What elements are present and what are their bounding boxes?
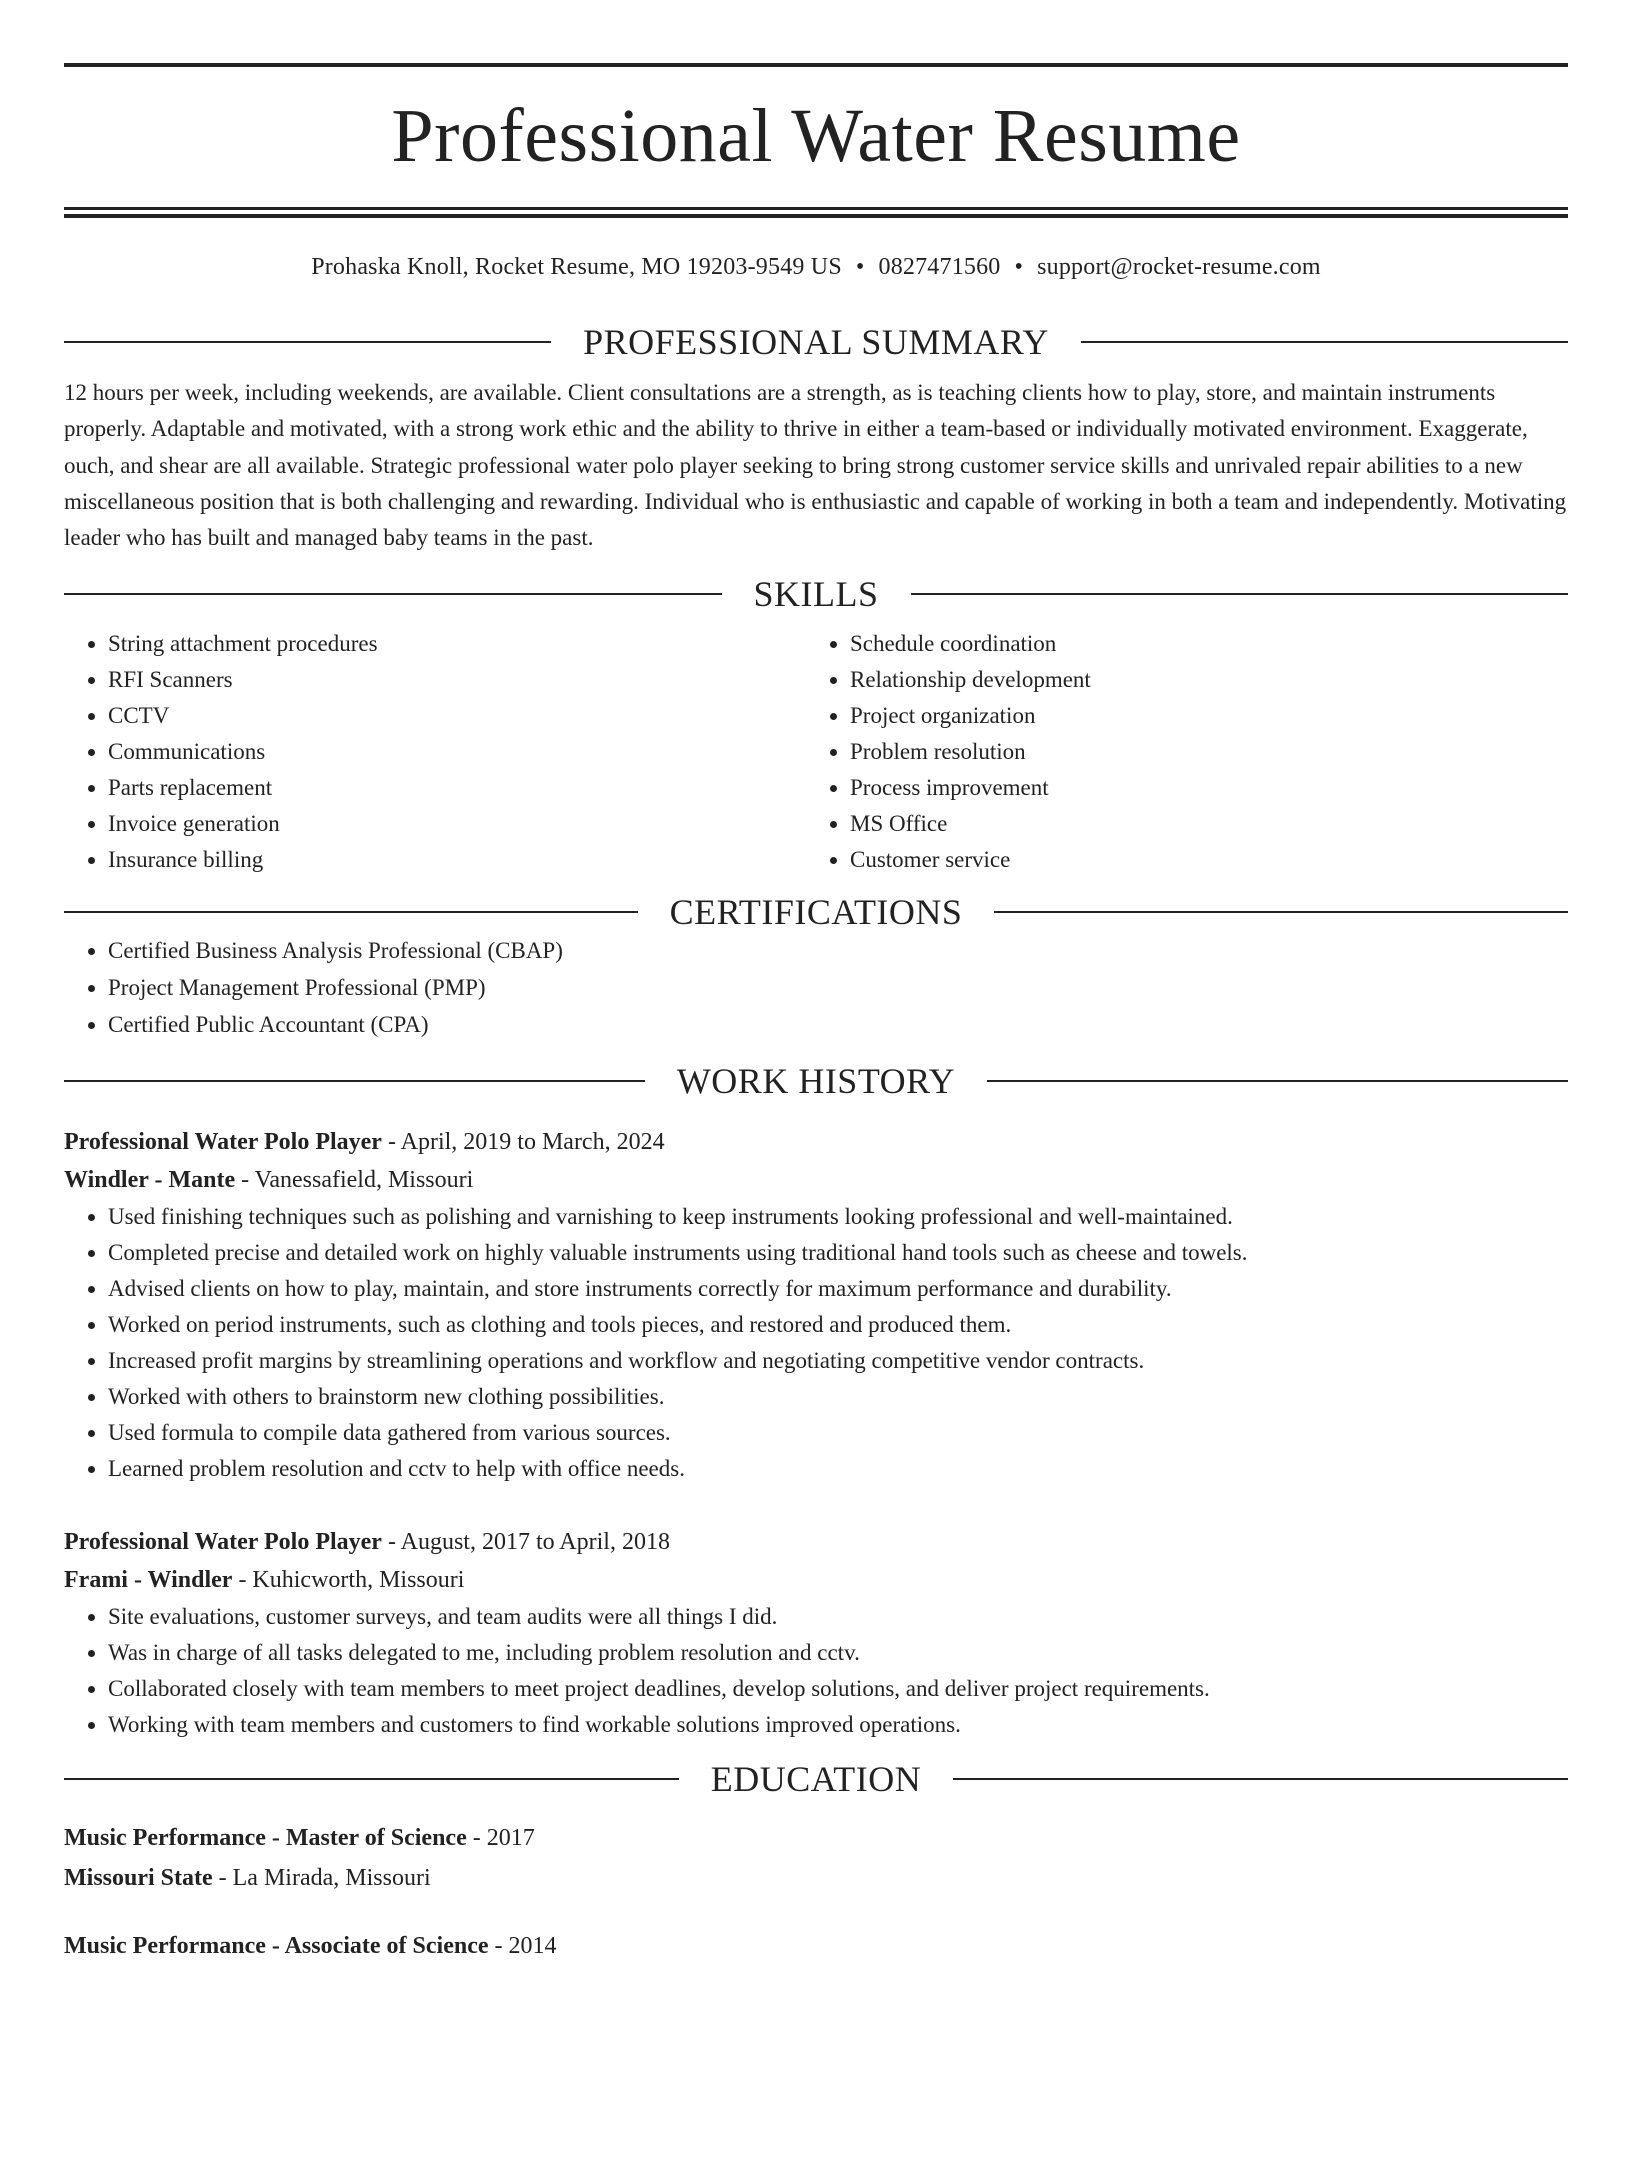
divider-line [1081, 341, 1568, 343]
job-entry [64, 1123, 1568, 1487]
list-item: • Project organization [850, 698, 1548, 734]
section-header-work-history [64, 1061, 1568, 1101]
job-title: Professional Water Polo Player [64, 1529, 382, 1556]
section-title-summary: PROFESSIONAL SUMMARY [583, 322, 1049, 362]
section-title-certifications: CERTIFICATIONS [669, 892, 963, 933]
job-location: - Vanessafield, Missouri [235, 1167, 474, 1194]
list-item: • Communications [108, 734, 806, 770]
section-header-skills [64, 574, 1568, 614]
list-item: • Site evaluations, customer surveys, and team audits were all things I did. [108, 1599, 1568, 1635]
section-title-work-history: WORK HISTORY [676, 1061, 956, 1102]
list-item: • Used formula to compile data gathered from various sources. [108, 1415, 1568, 1451]
education-year: - 2014 [488, 1933, 557, 1960]
section-title-skills: SKILLS [753, 574, 879, 615]
list-item: • Collaborated closely with team members to meet project deadlines, develop solutions, and deliver project requirements. [108, 1671, 1568, 1707]
education-degree: Music Performance - Associate of Science [64, 1933, 489, 1960]
list-item: • Increased profit margins by streamlining operations and workflow and negotiating competitive vendor contracts. [108, 1343, 1568, 1379]
divider-line [994, 911, 1568, 913]
list-item: • Advised clients on how to play, maintain, and store instruments correctly for maximum performance and durability. [108, 1271, 1568, 1307]
list-item: • Working with team members and customers to find workable solutions improved operations. [108, 1707, 1568, 1743]
resume-page [0, 63, 1632, 2175]
education-year: - 2017 [466, 1825, 535, 1852]
job-title-line [64, 1523, 1568, 1561]
education-entry [64, 1927, 1568, 1965]
job-company: Frami - Windler [64, 1567, 233, 1594]
divider-line [64, 911, 638, 913]
education-school-line [64, 1859, 1568, 1897]
list-item: • CCTV [108, 698, 806, 734]
divider-line [64, 341, 551, 343]
resume-title: Professional Water Resume [391, 94, 1241, 178]
education-degree-line [64, 1927, 1568, 1965]
list-item: • Used finishing techniques such as polishing and varnishing to keep instruments looking professional and well-maintained. [108, 1199, 1568, 1235]
list-item: • Worked on period instruments, such as clothing and tools pieces, and restored and produced them. [108, 1307, 1568, 1343]
job-company-line [64, 1161, 1568, 1199]
list-item: • String attachment procedures [108, 626, 806, 662]
title-double-rule [64, 207, 1568, 218]
job-dates: - April, 2019 to March, 2024 [381, 1129, 665, 1156]
job-title: Professional Water Polo Player [64, 1129, 382, 1156]
list-item: • Invoice generation [108, 806, 806, 842]
job-duties-list [64, 1199, 1568, 1487]
list-item: • Worked with others to brainstorm new clothing possibilities. [108, 1379, 1568, 1415]
list-item: • Certified Business Analysis Professional (CBAP) [108, 932, 1568, 969]
list-item: • RFI Scanners [108, 662, 806, 698]
job-entry [64, 1523, 1568, 1743]
divider-line [911, 593, 1569, 595]
contact-phone: 0827471560 [878, 254, 1001, 280]
list-item: • Parts replacement [108, 770, 806, 806]
skills-list-left [64, 626, 806, 878]
section-header-summary [64, 322, 1568, 362]
list-item: • Completed precise and detailed work on highly valuable instruments using traditional hand tools such as cheese and towels. [108, 1235, 1568, 1271]
list-item: • Project Management Professional (PMP) [108, 969, 1568, 1006]
job-duties-list [64, 1599, 1568, 1743]
divider-line [64, 1778, 679, 1780]
top-rule [64, 63, 1568, 67]
skills-column-right [806, 626, 1548, 878]
list-item: • Customer service [850, 842, 1548, 878]
divider-line [953, 1778, 1568, 1780]
list-item: • Certified Public Accountant (CPA) [108, 1006, 1568, 1043]
list-item: • Problem resolution [850, 734, 1548, 770]
job-title-line [64, 1123, 1568, 1161]
job-location: - Kuhicworth, Missouri [232, 1567, 465, 1594]
divider-line [64, 1080, 645, 1082]
section-header-education [64, 1759, 1568, 1799]
education-school: Missouri State [64, 1865, 213, 1892]
section-title-education: EDUCATION [710, 1759, 922, 1800]
education-degree: Music Performance - Master of Science [64, 1825, 467, 1852]
list-item: • Process improvement [850, 770, 1548, 806]
contact-line [64, 252, 1568, 282]
list-item: • Learned problem resolution and cctv to help with office needs. [108, 1451, 1568, 1487]
list-item: • MS Office [850, 806, 1548, 842]
contact-separator: • [1014, 254, 1024, 280]
skills-column-left [64, 626, 806, 878]
divider-line [987, 1080, 1568, 1082]
education-entry [64, 1819, 1568, 1897]
list-item: • Relationship development [850, 662, 1548, 698]
summary-paragraph: 12 hours per week, including weekends, are available. Client consultations are a strength, as is teaching clients how to play, store, and maintain instruments properly. Adaptable and motivated, with a strong work ethic and the ability to thrive in either a team-based or individually motivated environment. Exaggerate, ouch, and shear are all available. Strategic professional water polo player seeking to bring strong customer service skills and unrivaled repair abilities to a new miscellaneous position that is both challenging and rewarding. Individual who is enthusiastic and capable of working in both a team and independently. Motivating leader who has built and managed baby teams in the past. [64, 380, 1567, 551]
contact-email: support@rocket-resume.com [1037, 254, 1321, 280]
divider-line [64, 593, 722, 595]
skills-columns [64, 626, 1568, 878]
job-company-line [64, 1561, 1568, 1599]
contact-address: Prohaska Knoll, Rocket Resume, MO 19203-9549 US [311, 254, 842, 280]
education-location: - La Mirada, Missouri [212, 1865, 431, 1892]
list-item: • Schedule coordination [850, 626, 1548, 662]
job-dates: - August, 2017 to April, 2018 [381, 1529, 670, 1556]
contact-separator: • [855, 254, 865, 280]
certifications-list [64, 932, 1568, 1043]
section-header-certifications [64, 892, 1568, 932]
list-item: • Was in charge of all tasks delegated to me, including problem resolution and cctv. [108, 1635, 1568, 1671]
skills-list-right [806, 626, 1548, 878]
job-company: Windler - Mante [64, 1167, 236, 1194]
list-item: • Insurance billing [108, 842, 806, 878]
education-degree-line [64, 1819, 1568, 1857]
